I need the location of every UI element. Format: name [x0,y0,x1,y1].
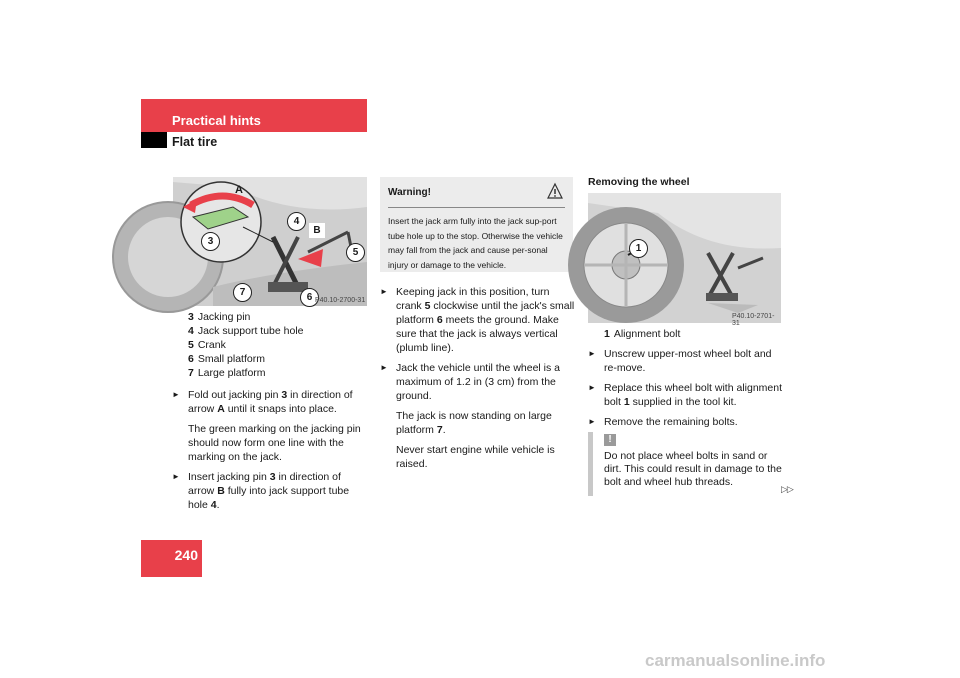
legend-item: 5 Crank [188,339,226,351]
column-1-steps [172,382,368,512]
column-2 [380,279,575,471]
warning-box [380,177,573,272]
warning-title: Warning! [388,187,431,198]
step-unscrew-bolt: ► Unscrew upper-most wheel bolt and re-move. [588,347,783,375]
caution-note [588,432,783,496]
caution-icon: ! [604,434,616,446]
warning-triangle-icon [547,183,563,199]
callout-5: 5 [346,243,365,262]
step-insert-pin: ► Insert jacking pin 3 in direction of arrow B fully into jack support tube hole 4. [172,470,368,512]
section-title: Practical hints [172,113,261,128]
subsection-title: Flat tire [172,135,218,149]
step-remove-bolts: ► Remove the remaining bolts. [588,415,783,429]
callout-A: A [235,184,243,196]
engine-note: Never start engine while vehicle is raised. [396,444,555,470]
warning-text: Insert the jack arm fully into the jack sup-port tube hole up to the stop. Otherwise the vehicle may fall from the jack and cause per-sonal injury or damage to the vehicle. [388,216,563,270]
step-alignment-bolt: ► Replace this wheel bolt with alignment bolt 1 supplied in the tool kit. [588,381,783,409]
warning-divider [388,207,565,208]
callout-3: 3 [201,232,220,251]
column-1 [188,310,368,380]
watermark: carmanualsonline.info [645,651,826,670]
step-note: The green marking on the jacking pin should now form one line with the marking on the jack. [188,423,361,463]
page-number: 240 [174,547,198,563]
callout-B: B [309,223,325,238]
column-3 [588,327,783,429]
callout-1: 1 [629,239,648,258]
jack-figure [173,177,367,306]
wheel-figure [588,193,781,327]
legend-item: 4 Jack support tube hole [188,325,304,337]
callout-4: 4 [287,212,306,231]
callout-6: 6 [300,288,319,307]
step-jack-vehicle: ► Jack the vehicle until the wheel is a maximum of 1.2 in (3 cm) from the ground. [380,361,575,403]
removing-wheel-heading: Removing the wheel [588,176,690,188]
callout-7: 7 [233,283,252,302]
legend-item: 1 Alignment bolt [604,328,681,340]
note-text: Do not place wheel bolts in sand or dirt. This could result in damage to the bolt and wheel hub threads. [604,450,782,488]
step-turn-crank: ► Keeping jack in this position, turn crank 5 clockwise until the jack's small platform 6 meets the ground. Make sure that the jack is always vertical (plumb line). [380,285,575,355]
continue-arrows-icon: ▷▷ [781,484,793,494]
figure-code: P40.10-2700-31 [315,297,366,304]
note-bar [588,432,593,496]
legend-item: 7 Large platform [188,367,266,379]
jack-standing-note: The jack is now standing on large platform 7. [396,410,552,436]
header-tab [141,132,167,148]
figure-code: P40.10-2701-31 [732,313,775,327]
step-fold-pin: ► Fold out jacking pin 3 in direction of arrow A until it snaps into place. [172,388,368,416]
legend-item: 3 Jacking pin [188,311,251,323]
legend-item: 6 Small platform [188,353,265,365]
